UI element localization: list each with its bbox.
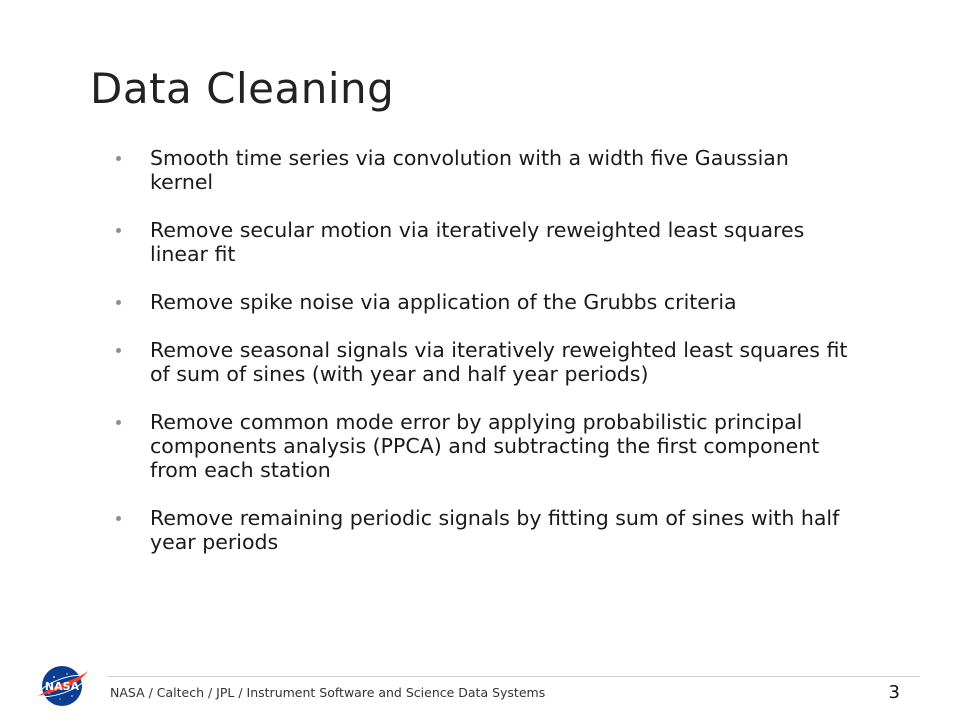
bullet-icon — [116, 300, 121, 305]
bullet-item — [112, 290, 852, 314]
bullet-text: Remove spike noise via application of the Grubbs criteria — [150, 290, 737, 314]
bullet-icon — [116, 348, 121, 353]
bullet-text: Remove secular motion via iteratively reweighted least squares linear fit — [150, 218, 805, 266]
bullet-item — [112, 218, 852, 266]
bullet-text: Remove common mode error by applying probabilistic principal components analysis (PPCA) and subtracting the first component from each station — [150, 410, 820, 482]
logo-text: NASA — [44, 680, 80, 693]
nasa-logo-icon — [34, 663, 90, 709]
bullet-icon — [116, 228, 121, 233]
bullet-icon — [116, 516, 121, 521]
footer-text: NASA / Caltech / JPL / Instrument Software and Science Data Systems — [110, 685, 546, 700]
bullet-item — [112, 146, 852, 194]
bullet-item — [112, 410, 852, 482]
bullet-item — [112, 338, 852, 386]
page-number: 3 — [888, 682, 900, 703]
bullet-list — [112, 146, 852, 578]
footer-divider — [108, 676, 920, 677]
bullet-text: Smooth time series via convolution with a width five Gaussian kernel — [150, 146, 789, 194]
bullet-text: Remove seasonal signals via iteratively reweighted least squares fit of sum of sines (with year and half year periods) — [150, 338, 848, 386]
bullet-icon — [116, 156, 121, 161]
slide-title: Data Cleaning — [90, 64, 395, 113]
bullet-item — [112, 506, 852, 554]
bullet-icon — [116, 420, 121, 425]
bullet-text: Remove remaining periodic signals by fitting sum of sines with half year periods — [150, 506, 840, 554]
